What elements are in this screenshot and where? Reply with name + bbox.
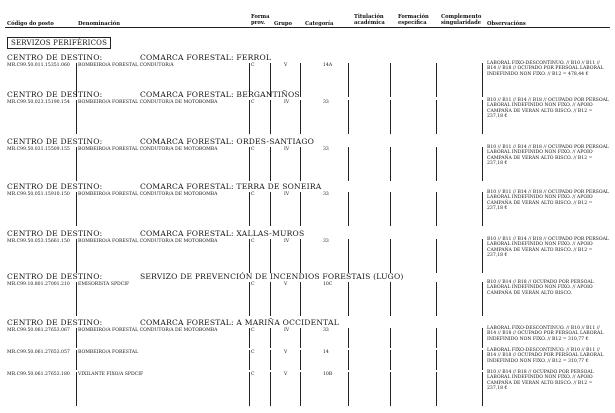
column-divider [270, 350, 271, 370]
column-divider [482, 282, 483, 316]
cell-observacions: LABORAL FIXO-DESCONTINUO. // B10 // B11 // B14 // B18 // OCUPADO POR PERSOAL LABORAL INDEFINIDO NON FIXO. // B12 = 310,77 € [487, 348, 604, 364]
column-divider [249, 350, 250, 370]
column-divider [76, 328, 77, 348]
cell-code: MR.C99.10.801.27001.210 [7, 282, 70, 287]
column-divider [482, 239, 483, 273]
column-divider [76, 100, 77, 134]
column-divider [249, 328, 250, 348]
centro-label: CENTRO DE DESTINO: [7, 90, 103, 99]
column-divider [482, 350, 483, 370]
column-divider [249, 147, 250, 181]
cell-observacions: B10 // B14 // B18 // OCUPADO POR PERSOAL LABORAL INDEFINIDO NON FIXO. // APOIO CAMPAÑA DE VERÁN ALTO RISCO. [487, 280, 594, 296]
column-divider [390, 282, 391, 316]
column-divider [76, 372, 77, 406]
column-divider [300, 192, 301, 226]
cell-name: BOMBEIRO/A FORESTAL CONDUTOR/A DE MOTOBOMBA [78, 328, 218, 333]
cell-name: BOMBEIRO/A FORESTAL CONDUTOR/A [78, 63, 174, 68]
column-divider [300, 328, 301, 348]
column-divider [300, 350, 301, 370]
column-divider [436, 147, 437, 181]
cell-grupo: IV [284, 192, 290, 197]
cell-forma: C [251, 100, 255, 105]
cell-forma: C [251, 192, 255, 197]
column-divider [76, 282, 77, 316]
column-divider [348, 328, 349, 348]
header-forma: Forma prov. [251, 14, 270, 26]
table-row [0, 372, 615, 412]
cell-forma: C [251, 328, 255, 333]
cell-name: BOMBEIRO/A FORESTAL CONDUTOR/A DE MOTOBOMBA [78, 239, 218, 244]
centro-name: COMARCA FORESTAL: FERROL [140, 53, 272, 62]
column-divider [436, 328, 437, 348]
cell-grupo: IV [284, 147, 290, 152]
cell-observacions: LABORAL FIXO-DESCONTINUO. // B10 // B11 // B14 // B18 // OCUPADO POR PERSOAL LABORAL INDEFINIDO NON FIXO. // B12 = 478,44 € [487, 61, 604, 77]
cell-forma: C [251, 372, 255, 377]
column-divider [76, 147, 77, 181]
cell-observacions: B10 // B14 // B18 // OCUPADO POR PERSOAL LABORAL INDEFINIDO NON FIXO. // APOIO CAMPAÑA DE VERÁN ALTO RISCO. // B12 = 237,18 € [487, 370, 594, 392]
cell-code: MR.C99.50.061.27653.180 [7, 372, 70, 377]
column-divider [390, 328, 391, 348]
cell-name: EMISORISTA SPDCIF [78, 282, 130, 287]
cell-categoria: 10C [323, 282, 333, 287]
centro-name: COMARCA FORESTAL: A MARIÑA OCCIDENTAL [140, 318, 339, 327]
cell-grupo: IV [284, 328, 290, 333]
cell-forma: C [251, 239, 255, 244]
column-divider [348, 192, 349, 226]
cell-name: BOMBEIRO/A FORESTAL CONDUTOR/A DE MOTOBOMBA [78, 100, 218, 105]
centro-label: CENTRO DE DESTINO: [7, 229, 103, 238]
cell-name: BOMBEIRO/A FORESTAL CONDUTOR/A DE MOTOBOMBA [78, 147, 218, 152]
column-divider [76, 350, 77, 370]
cell-code: MR.C99.50.031.15509.155 [7, 147, 70, 152]
cell-grupo: V [284, 350, 288, 355]
cell-categoria: 14 [323, 350, 329, 355]
cell-observacions: LABORAL FIXO-DESCONTINUO. // B10 // B11 // B14 // B18 // OCUPADO POR PERSOAL LABORAL INDEFINIDO NON FIXO. // B12 = 310,77 € [487, 326, 604, 342]
cell-categoria: 33 [323, 328, 329, 333]
column-divider [436, 350, 437, 370]
section-title: SERVIZOS PERIFÉRICOS [7, 37, 111, 49]
column-divider [249, 372, 250, 406]
column-divider [348, 350, 349, 370]
header-categoria: Categoría [305, 21, 334, 27]
centro-label: CENTRO DE DESTINO: [7, 182, 103, 191]
column-divider [270, 100, 271, 134]
column-divider [300, 63, 301, 97]
column-divider [300, 100, 301, 134]
column-divider [482, 328, 483, 348]
column-divider [270, 147, 271, 181]
cell-grupo: IV [284, 100, 290, 105]
cell-observacions: B10 // B11 // B14 // B18 // OCUPADO POR PERSOAL LABORAL INDEFINIDO NON FIXO. // APOIO CAMPAÑA DE VERÁN ALTO RISCO. // B12 = 237,18 € [487, 237, 609, 259]
cell-grupo: IV [284, 239, 290, 244]
cell-grupo: V [284, 282, 288, 287]
cell-observacions: B10 // B11 // B14 // B18 // OCUPADO POR PERSOAL LABORAL INDEFINIDO NON FIXO. // APOIO CAMPAÑA DE VERÁN ALTO RISCO. // B12 = 237,18 € [487, 190, 609, 212]
column-divider [300, 282, 301, 316]
column-divider [249, 282, 250, 316]
column-divider [436, 282, 437, 316]
column-divider [482, 372, 483, 406]
column-divider [270, 372, 271, 406]
centro-label: CENTRO DE DESTINO: [7, 137, 103, 146]
cell-categoria: 10B [323, 372, 333, 377]
cell-categoria: 14A [323, 63, 333, 68]
cell-forma: C [251, 147, 255, 152]
header-observacions: Observacións [487, 21, 526, 27]
column-divider [482, 192, 483, 226]
column-divider [300, 239, 301, 273]
column-divider [348, 239, 349, 273]
header-complemento: Complemento singularidade [441, 14, 482, 26]
cell-categoria: 33 [323, 147, 329, 152]
cell-categoria: 33 [323, 192, 329, 197]
column-divider [270, 239, 271, 273]
column-divider [390, 100, 391, 134]
centro-label: CENTRO DE DESTINO: [7, 318, 103, 327]
cell-grupo: V [284, 372, 288, 377]
column-divider [390, 372, 391, 406]
column-divider [390, 350, 391, 370]
centro-name: COMARCA FORESTAL: TERRA DE SONEIRA [140, 182, 322, 191]
column-divider [390, 239, 391, 273]
column-divider [270, 282, 271, 316]
header-grupo: Grupo [274, 21, 293, 27]
column-divider [76, 239, 77, 273]
column-divider [348, 372, 349, 406]
column-divider [436, 63, 437, 97]
column-divider [482, 63, 483, 97]
table-row [0, 100, 615, 140]
cell-name: BOMBEIRO/A FORESTAL [78, 350, 139, 355]
cell-grupo: V [284, 63, 288, 68]
column-divider [390, 147, 391, 181]
cell-code: MR.C99.50.061.27653.057 [7, 350, 70, 355]
cell-observacions: B10 // B11 // B14 // B18 // OCUPADO POR PERSOAL LABORAL INDEFINIDO NON FIXO. // APOIO CAMPAÑA DE VERÁN ALTO RISCO. // B12 = 237,18 € [487, 98, 609, 120]
cell-forma: C [251, 282, 255, 287]
cell-categoria: 33 [323, 100, 329, 105]
header-titulacion: Titulación académica [354, 14, 385, 26]
cell-observacions: B10 // B11 // B14 // B18 // OCUPADO POR PERSOAL LABORAL INDEFINIDO NON FIXO. // APOIO CAMPAÑA DE VERÁN ALTO RISCO. // B12 = 237,18 € [487, 145, 609, 167]
column-divider [436, 372, 437, 406]
column-divider [348, 100, 349, 134]
cell-code: MR.C99.50.051.15910.150 [7, 192, 70, 197]
column-divider [436, 100, 437, 134]
cell-forma: C [251, 350, 255, 355]
column-divider [270, 328, 271, 348]
cell-code: MR.C99.50.053.15661.150 [7, 239, 70, 244]
column-divider [482, 100, 483, 134]
column-divider [390, 63, 391, 97]
column-divider [436, 192, 437, 226]
column-divider [482, 147, 483, 181]
cell-code: MR.C99.50.061.27653.067 [7, 328, 70, 333]
cell-code: MR.C99.50.011.15351.060 [7, 63, 70, 68]
header-name: Denominación [78, 21, 120, 27]
header-code: Código do posto [7, 21, 54, 27]
column-divider [249, 239, 250, 273]
centro-name: COMARCA FORESTAL: XALLAS-MUROS [140, 229, 305, 238]
cell-forma: C [251, 63, 255, 68]
cell-categoria: 33 [323, 239, 329, 244]
column-divider [270, 192, 271, 226]
column-divider [348, 282, 349, 316]
cell-name: BOMBEIRO/A FORESTAL CONDUTOR/A DE MOTOBOMBA [78, 192, 218, 197]
table-row [0, 192, 615, 232]
column-divider [249, 192, 250, 226]
cell-name: VIXILANTE FIXO/A SPDCIF [78, 372, 144, 377]
cell-code: MR.C99.50.023.15190.154 [7, 100, 70, 105]
column-divider [76, 192, 77, 226]
table-row [0, 282, 615, 322]
centro-label: CENTRO DE DESTINO: [7, 53, 103, 62]
table-row [0, 147, 615, 187]
column-divider [436, 239, 437, 273]
header-formacion: Formación específica [398, 14, 429, 26]
column-divider [390, 192, 391, 226]
column-divider [300, 147, 301, 181]
centro-name: COMARCA FORESTAL: ORDES-SANTIAGO [140, 137, 315, 146]
column-divider [348, 147, 349, 181]
centro-name: COMARCA FORESTAL: BERGANTIÑOS [140, 90, 300, 99]
centro-name: SERVIZO DE PREVENCIÓN DE INCENDIOS FORESTAIS (LUGO) [140, 272, 404, 281]
centro-label: CENTRO DE DESTINO: [7, 272, 103, 281]
column-divider [249, 100, 250, 134]
column-divider [300, 372, 301, 406]
column-divider [348, 63, 349, 97]
header-divider [5, 27, 610, 28]
